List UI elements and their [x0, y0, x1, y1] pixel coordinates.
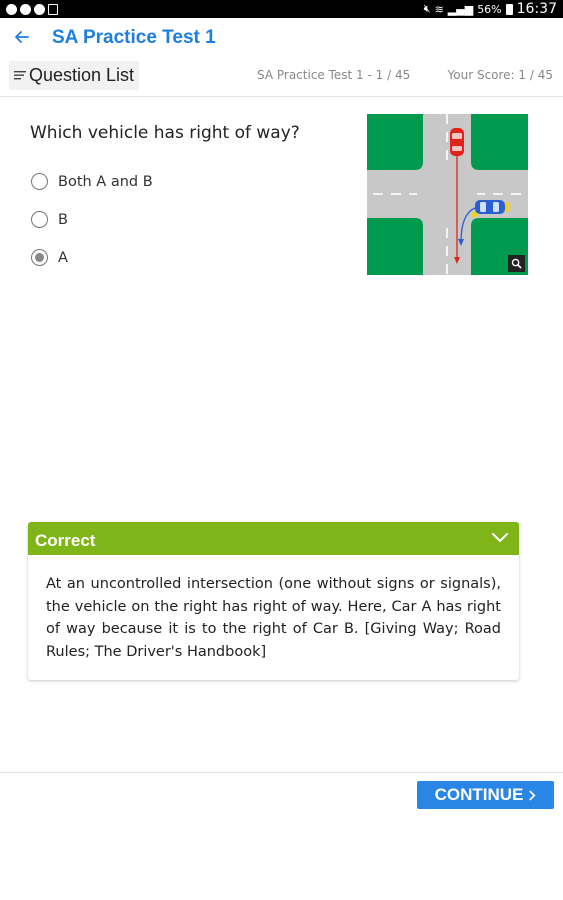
feedback-title: Correct [35, 531, 96, 550]
notification-icons [6, 4, 58, 15]
footer-divider [0, 772, 563, 773]
answer-option[interactable] [31, 249, 68, 266]
car-a [450, 128, 464, 156]
system-icons [424, 1, 557, 17]
answer-label: Both A and B [58, 173, 153, 190]
test-progress: SA Practice Test 1 - 1 / 45 [257, 68, 411, 82]
answer-label: B [58, 211, 68, 228]
app-bar [0, 18, 563, 60]
sync-icon [34, 4, 45, 15]
radio-button[interactable] [31, 211, 48, 228]
chat-icon [20, 4, 31, 15]
chevron-down-icon[interactable] [491, 531, 509, 545]
back-arrow-icon[interactable] [12, 27, 32, 47]
zoom-icon[interactable] [508, 255, 525, 272]
wifi-icon: ≋ [434, 2, 444, 16]
radio-button-selected[interactable] [31, 249, 48, 266]
messenger-icon [6, 4, 17, 15]
answer-option[interactable] [31, 211, 68, 228]
feedback-header[interactable] [28, 522, 519, 555]
battery-icon [506, 4, 513, 15]
continue-button[interactable] [417, 781, 554, 809]
battery-percent: 56% [477, 2, 502, 16]
signal-icon: ▂▄▆ [447, 2, 474, 16]
radio-button[interactable] [31, 173, 48, 190]
intersection-diagram[interactable] [367, 114, 528, 275]
question-list-button[interactable] [9, 61, 139, 90]
question-text: Which vehicle has right of way? [30, 123, 300, 143]
question-list-label: Question List [29, 65, 135, 85]
page-title: SA Practice Test 1 [52, 27, 216, 48]
continue-label: CONTINUE [434, 785, 524, 804]
sub-header [0, 60, 563, 97]
score-text: Your Score: 1 / 45 [447, 68, 553, 82]
clock: 16:37 [516, 1, 557, 17]
mute-icon: 🔇︎ [423, 2, 431, 15]
feedback-card [28, 522, 519, 680]
status-bar [0, 0, 563, 18]
download-icon [48, 4, 58, 15]
answer-label: A [58, 249, 68, 266]
chevron-right-icon [529, 790, 536, 801]
feedback-explanation: At an uncontrolled intersection (one without signs or signals), the vehicle on the right has right of way. Here, Car A has right of way because it is to the right of Car B. [Giving Way; Road Rules; The Driver's Handbook] [46, 576, 501, 660]
list-icon [14, 70, 27, 82]
answer-option[interactable] [31, 173, 153, 190]
